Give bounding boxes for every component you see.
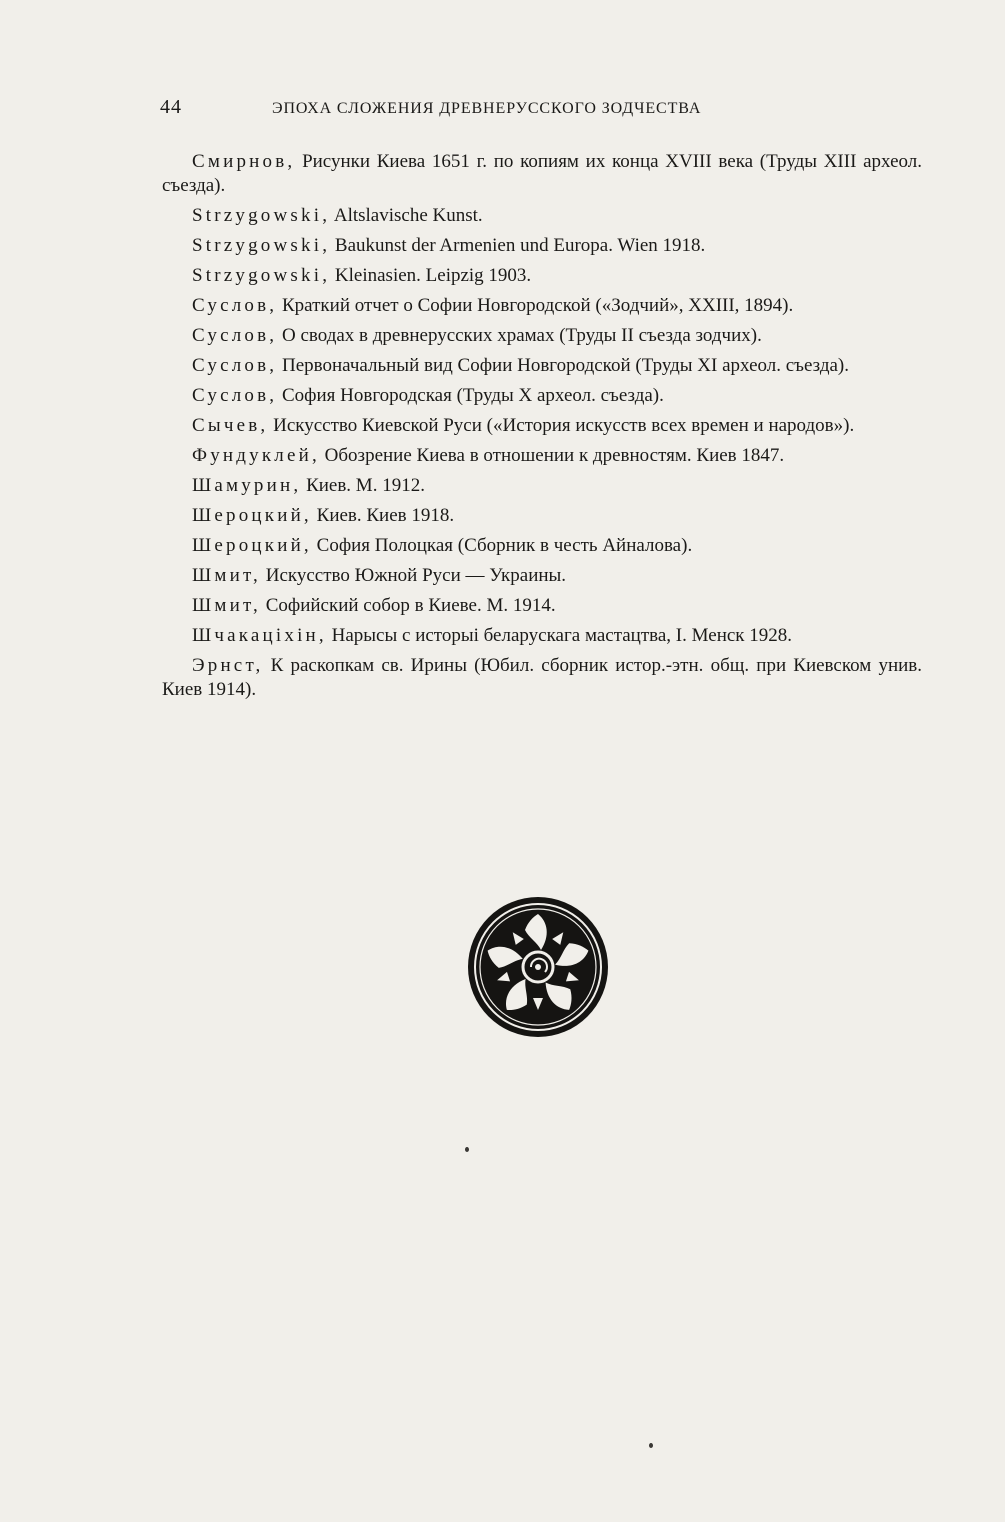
entry-text: Baukunst der Armenien und Europa. Wien 1918.: [330, 235, 706, 256]
bibliography-entry: [162, 354, 922, 378]
bibliography-entry: [162, 654, 922, 702]
entry-text: София Новгородская (Труды X археол. съезда).: [277, 385, 664, 406]
entry-author: Сычев,: [192, 415, 269, 436]
entry-author: Шмит,: [192, 595, 261, 616]
bibliography-entry: [162, 534, 922, 558]
print-speck: [465, 1147, 469, 1152]
bibliography-entry: [162, 504, 922, 528]
entry-author: Шероцкий,: [192, 535, 312, 556]
bibliography-entry: [162, 150, 922, 198]
entry-author: Фундуклей,: [192, 445, 320, 466]
entry-text: Kleinasien. Leipzig 1903.: [330, 265, 532, 286]
running-title: ЭПОХА СЛОЖЕНИЯ ДРЕВНЕРУССКОГО ЗОДЧЕСТВА: [272, 100, 702, 117]
entry-text: Искусство Киевской Руси («История искусств всех времен и народов»).: [268, 415, 855, 436]
entry-author: Шамурин,: [192, 475, 302, 496]
entry-author: Суслов,: [192, 295, 278, 316]
entry-author: Суслов,: [192, 355, 278, 376]
bibliography-entry: [162, 384, 922, 408]
floral-rosette-icon: [465, 894, 611, 1040]
bibliography-entry: [162, 624, 922, 648]
entry-author: Strzygowski,: [192, 235, 331, 256]
entry-text: Краткий отчет о Софии Новгородской («Зодчий», XXIII, 1894).: [277, 295, 794, 316]
entry-author: Шмит,: [192, 565, 261, 586]
entry-text: Обозрение Киева в отношении к древностям. Киев 1847.: [319, 445, 785, 466]
entry-author: Strzygowski,: [192, 265, 331, 286]
page-header: [160, 96, 922, 124]
entry-text: Первоначальный вид Софии Новгородской (Труды XI археол. съезда).: [277, 355, 849, 376]
entry-author: Strzygowski,: [192, 205, 331, 226]
entry-author: Суслов,: [192, 325, 278, 346]
bibliography-entry: [162, 564, 922, 588]
bibliography-entry: [162, 414, 922, 438]
entry-author: Суслов,: [192, 385, 278, 406]
bibliography-entry: [162, 294, 922, 318]
entry-text: О сводах в древнерусских храмах (Труды II съезда зодчих).: [277, 325, 762, 346]
entry-text: Софийский собор в Киеве. М. 1914.: [260, 595, 556, 616]
entry-text: К раскопкам св. Ирины (Юбил. сборник истор.-этн. общ. при Киевском унив. Киев 1914).: [162, 655, 922, 700]
entry-text: Рисунки Киева 1651 г. по копиям их конца XVIII века (Труды XIII археол. съезда).: [162, 151, 922, 196]
entry-text: Искусство Южной Руси — Украины.: [260, 565, 567, 586]
bibliography-entry: [162, 444, 922, 468]
entry-author: Эрнст,: [192, 655, 264, 676]
bibliography-entry: [162, 594, 922, 618]
entry-author: Шероцкий,: [192, 505, 312, 526]
bibliography-entry: [162, 474, 922, 498]
bibliography-entry: [162, 324, 922, 348]
bibliography-entry: [162, 204, 922, 228]
bibliography-entry: [162, 264, 922, 288]
entry-text: Киев. М. 1912.: [301, 475, 425, 496]
bibliography-entry: [162, 234, 922, 258]
entry-author: Смирнов,: [192, 151, 296, 172]
entry-text: Altslavische Kunst.: [330, 205, 483, 226]
entry-text: Киев. Киев 1918.: [311, 505, 455, 526]
bibliography-list: [162, 150, 922, 708]
print-speck: [649, 1443, 653, 1448]
page-number: 44: [160, 96, 182, 118]
entry-text: София Полоцкая (Сборник в честь Айналова).: [311, 535, 693, 556]
entry-author: Шчакацiхiн,: [192, 625, 327, 646]
entry-text: Нарысы с исторыi беларускага мастацтва, I. Менск 1928.: [326, 625, 793, 646]
